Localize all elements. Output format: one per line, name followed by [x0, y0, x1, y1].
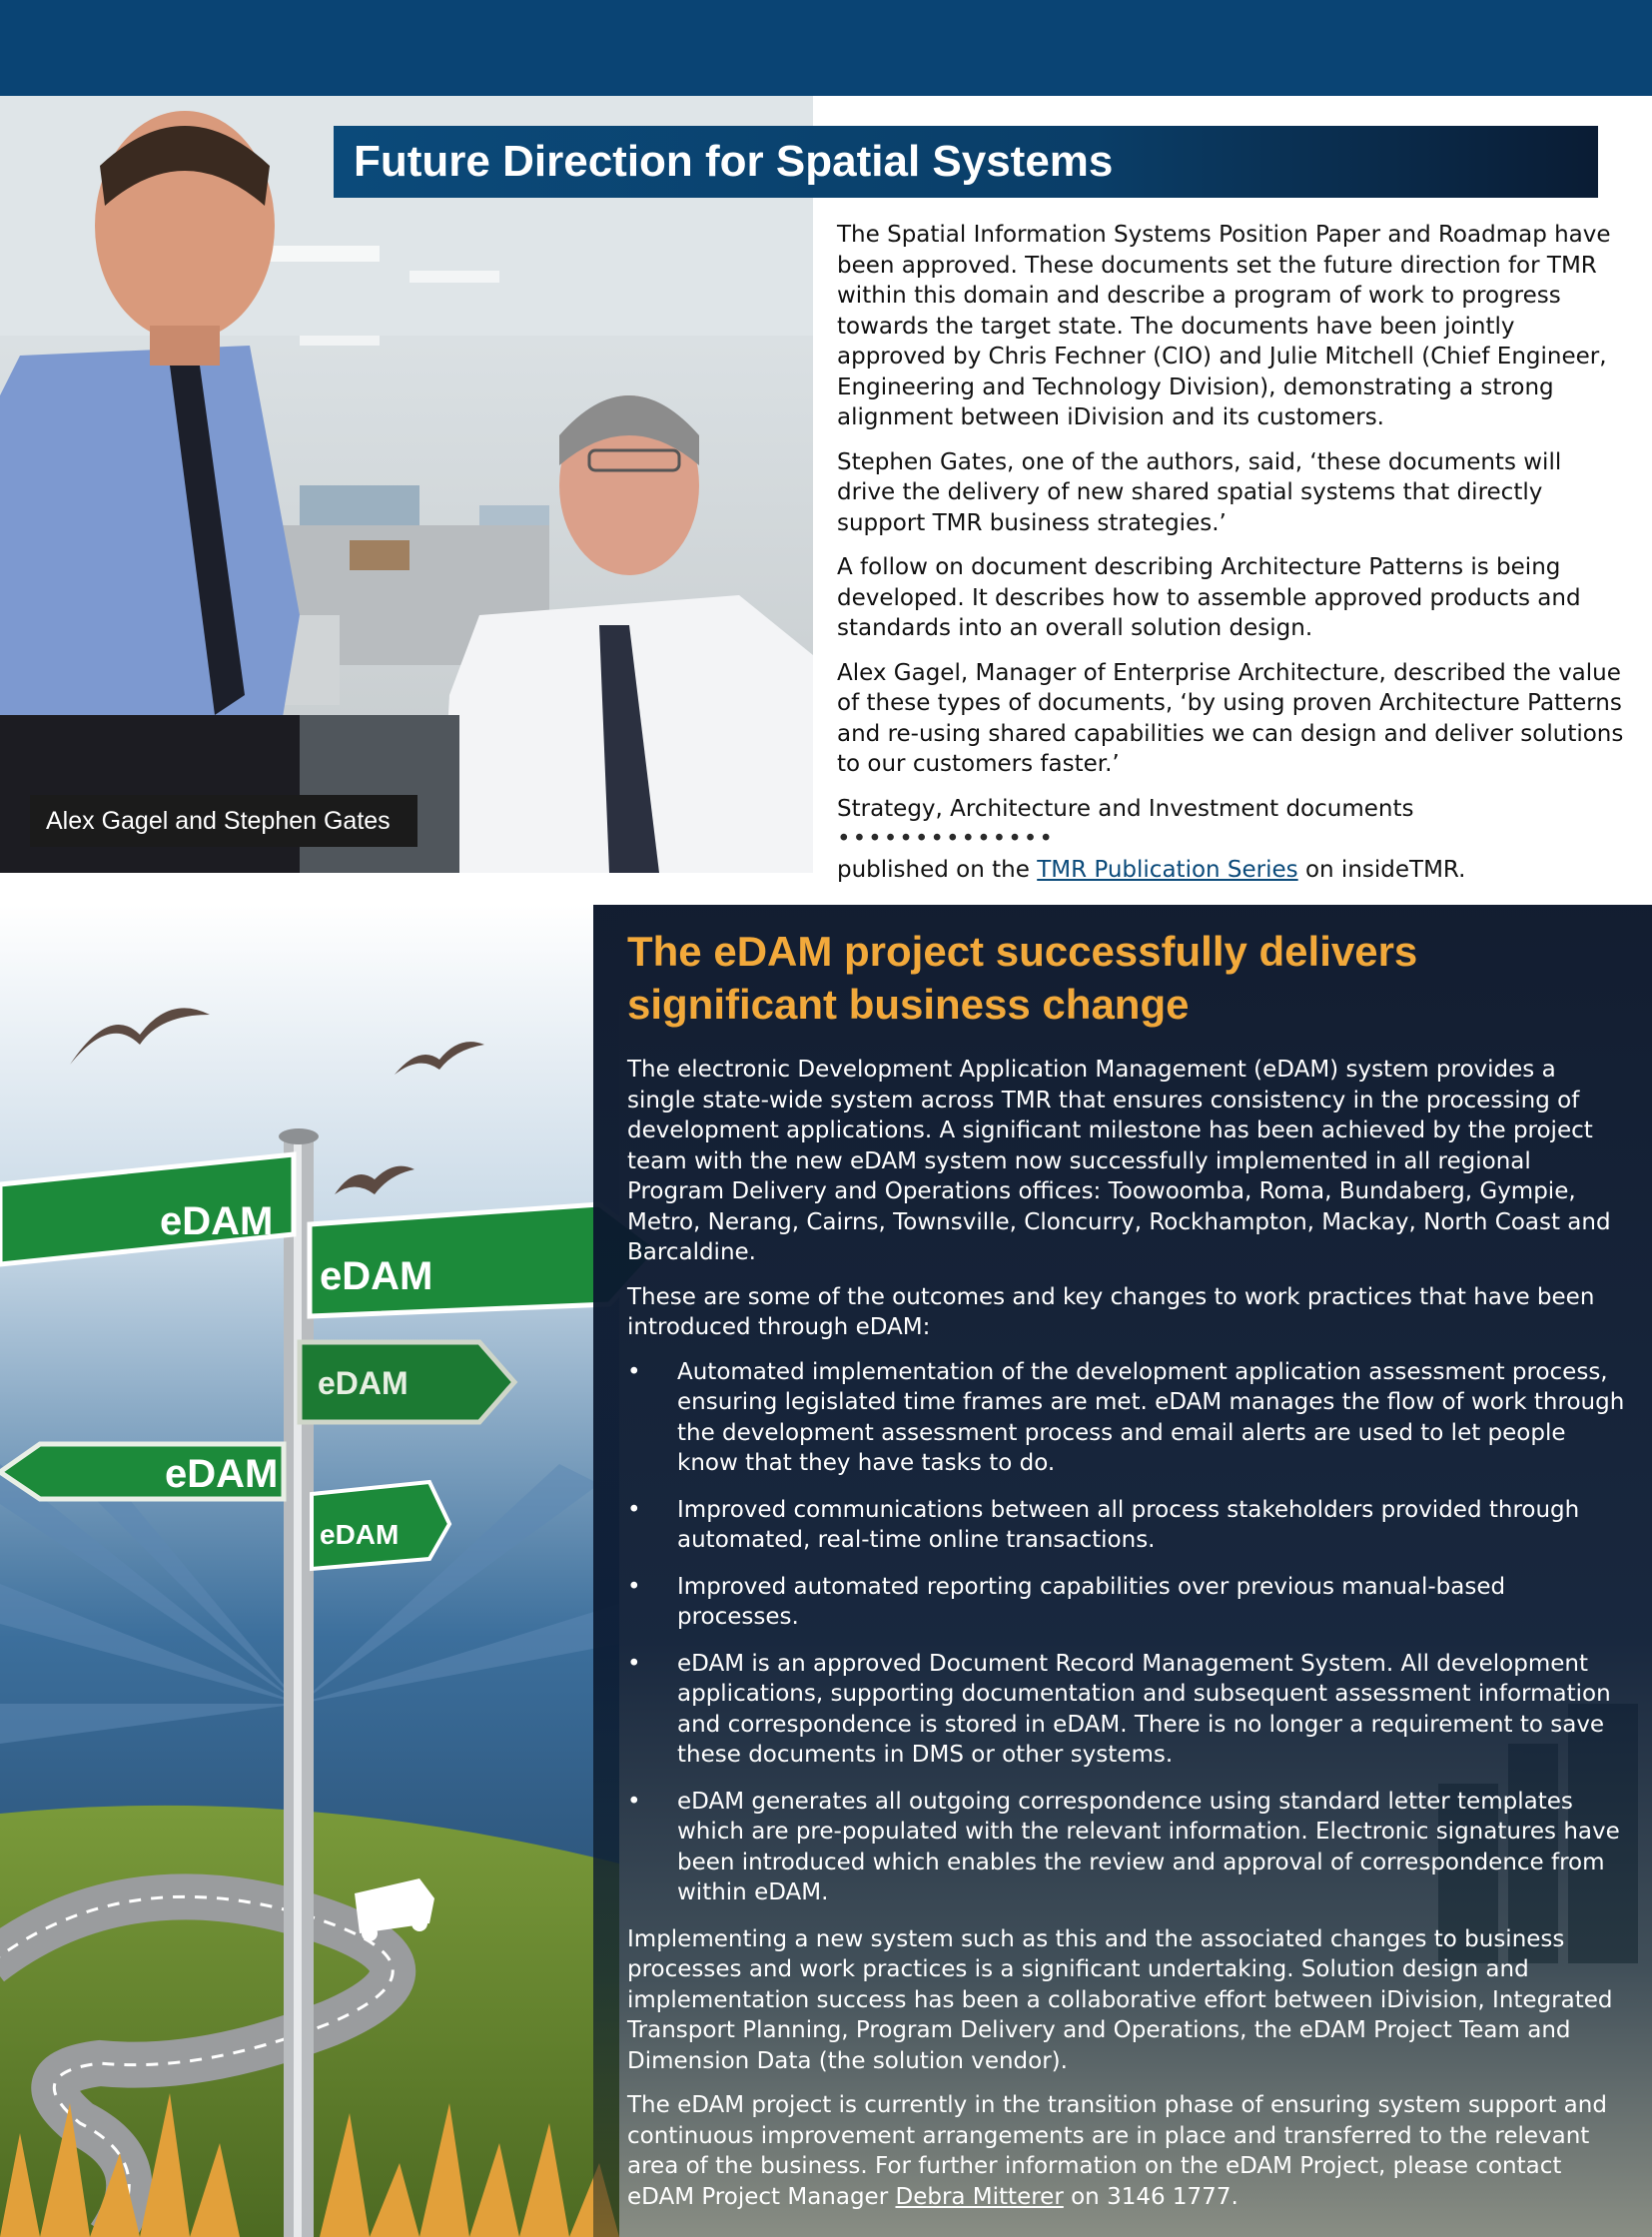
edam-intro: The electronic Development Application Management (eDAM) system provides a single state-wide system across TMR that ensures consistency in the processing of development applications. A significant milestone has been achieved by the project team with the new eDAM system now successfully implemented in all regional Program Delivery and Operations offices: Toowoomba, Roma, Bundaberg, Gympie, Metro, Nerang, Cairns, Townsville, Cloncurry, Rockhampton, Mackay, North Coast and Barcaldine. — [627, 1057, 1611, 1265]
list-item: • eDAM generates all outgoing correspondence using standard letter templates which are pre-populated with the relevant information. Electronic signatures have been introduced which enables the review and approval of correspondence from within eDAM. — [627, 1787, 1626, 1908]
sign-label: eDAM — [318, 1365, 409, 1401]
sign-label: eDAM — [320, 1519, 400, 1550]
publication-text: on insideTMR. — [1304, 856, 1466, 883]
debra-mitterer-link[interactable]: Debra Mitterer — [895, 2183, 1064, 2210]
edam-sign — [300, 1342, 514, 1422]
edam-final-text: on 3146 1777. — [1071, 2183, 1239, 2210]
edam-final — [627, 2090, 1626, 2212]
top-banner — [0, 0, 1652, 96]
list-item: • Improved communications between all process stakeholders provided through automated, real-time online transactions. — [627, 1495, 1626, 1556]
edam-sign — [312, 1482, 449, 1569]
sign-label: eDAM — [165, 1452, 279, 1496]
spatial-article-title: Future Direction for Spatial Systems — [334, 126, 1598, 198]
tmr-publication-series-link[interactable]: TMR Publication Series — [1037, 856, 1298, 883]
list-item: • eDAM is an approved Document Record Management System. All development applications, supporting documentation and subsequent assessment information and correspondence is stored in eDAM. There is no longer a requirement to save these documents in DMS or other systems. — [627, 1649, 1626, 1771]
publication-text: published on the — [837, 856, 1030, 883]
edam-final-text: The eDAM project is currently in the transition phase of ensuring system support and continuous improvement arrangements are in place and transferred to the relevant area of the business. For further information on the eDAM Project, please contact eDAM Project Manager — [627, 2092, 1607, 2210]
sign-label: eDAM — [160, 1199, 274, 1243]
list-item: • Improved automated reporting capabilities over previous manual-based processes. — [627, 1572, 1626, 1633]
edam-closing: Implementing a new system such as this and the associated changes to business processes and work practices is a significant undertaking. Solution design and implementation success has been a collaborative effort between iDivision, Integrated Transport Planning, Program Delivery and Operations, the eDAM Project Team and Dimension Data (the solution vendor). — [627, 1925, 1613, 2074]
spatial-paragraph: The Spatial Information Systems Position Paper and Roadmap have been approved. These documents set the future direction for TMR within this domain and describe a program of work to progress towards the target state. The documents have been jointly approved by Chris Fechner (CIO) and Julie Mitchell (Chief Engineer, Engineering and Technology Division), demonstrating a strong alignment between iDivision and its customers. — [837, 222, 1611, 430]
edam-article-body — [627, 1055, 1626, 2226]
edam-sign — [0, 1444, 284, 1499]
photo-illustration — [0, 96, 813, 873]
dotted-leader: •••••••••••••• — [837, 826, 1055, 852]
edam-outcomes-list — [627, 1357, 1626, 1908]
spatial-article-body — [837, 220, 1626, 899]
spatial-paragraph: Stephen Gates, one of the authors, said, ‘these documents will drive the delivery of new shared spatial systems that directly support TMR business strategies.’ — [837, 448, 1562, 536]
sign-label: eDAM — [320, 1254, 433, 1298]
spatial-paragraph: A follow on document describing Architecture Patterns is being developed. It describes how to assemble approved products and standards into an overall solution design. — [837, 554, 1581, 641]
edam-lead: These are some of the outcomes and key changes to work practices that have been introduced through eDAM: — [627, 1283, 1595, 1340]
spatial-paragraph-publication — [837, 794, 1626, 886]
staff-photo — [0, 96, 813, 873]
publication-text: Strategy, Architecture and Investment documents — [837, 795, 1414, 822]
photo-caption: Alex Gagel and Stephen Gates — [30, 795, 417, 847]
list-item: • Automated implementation of the development application assessment process, ensuring legislated time frames are met. eDAM manages the flow of work through the development assessment process and email alerts are used to let people know that they have tasks to do. — [627, 1357, 1626, 1479]
spatial-paragraph: Alex Gagel, Manager of Enterprise Architecture, described the value of these types of documents, ‘by using proven Architecture Patterns and re-using shared capabilities we can design and deliver solutions to our customers faster.’ — [837, 659, 1624, 777]
edam-article-title: The eDAM project successfully delivers significant business change — [627, 928, 1418, 1028]
